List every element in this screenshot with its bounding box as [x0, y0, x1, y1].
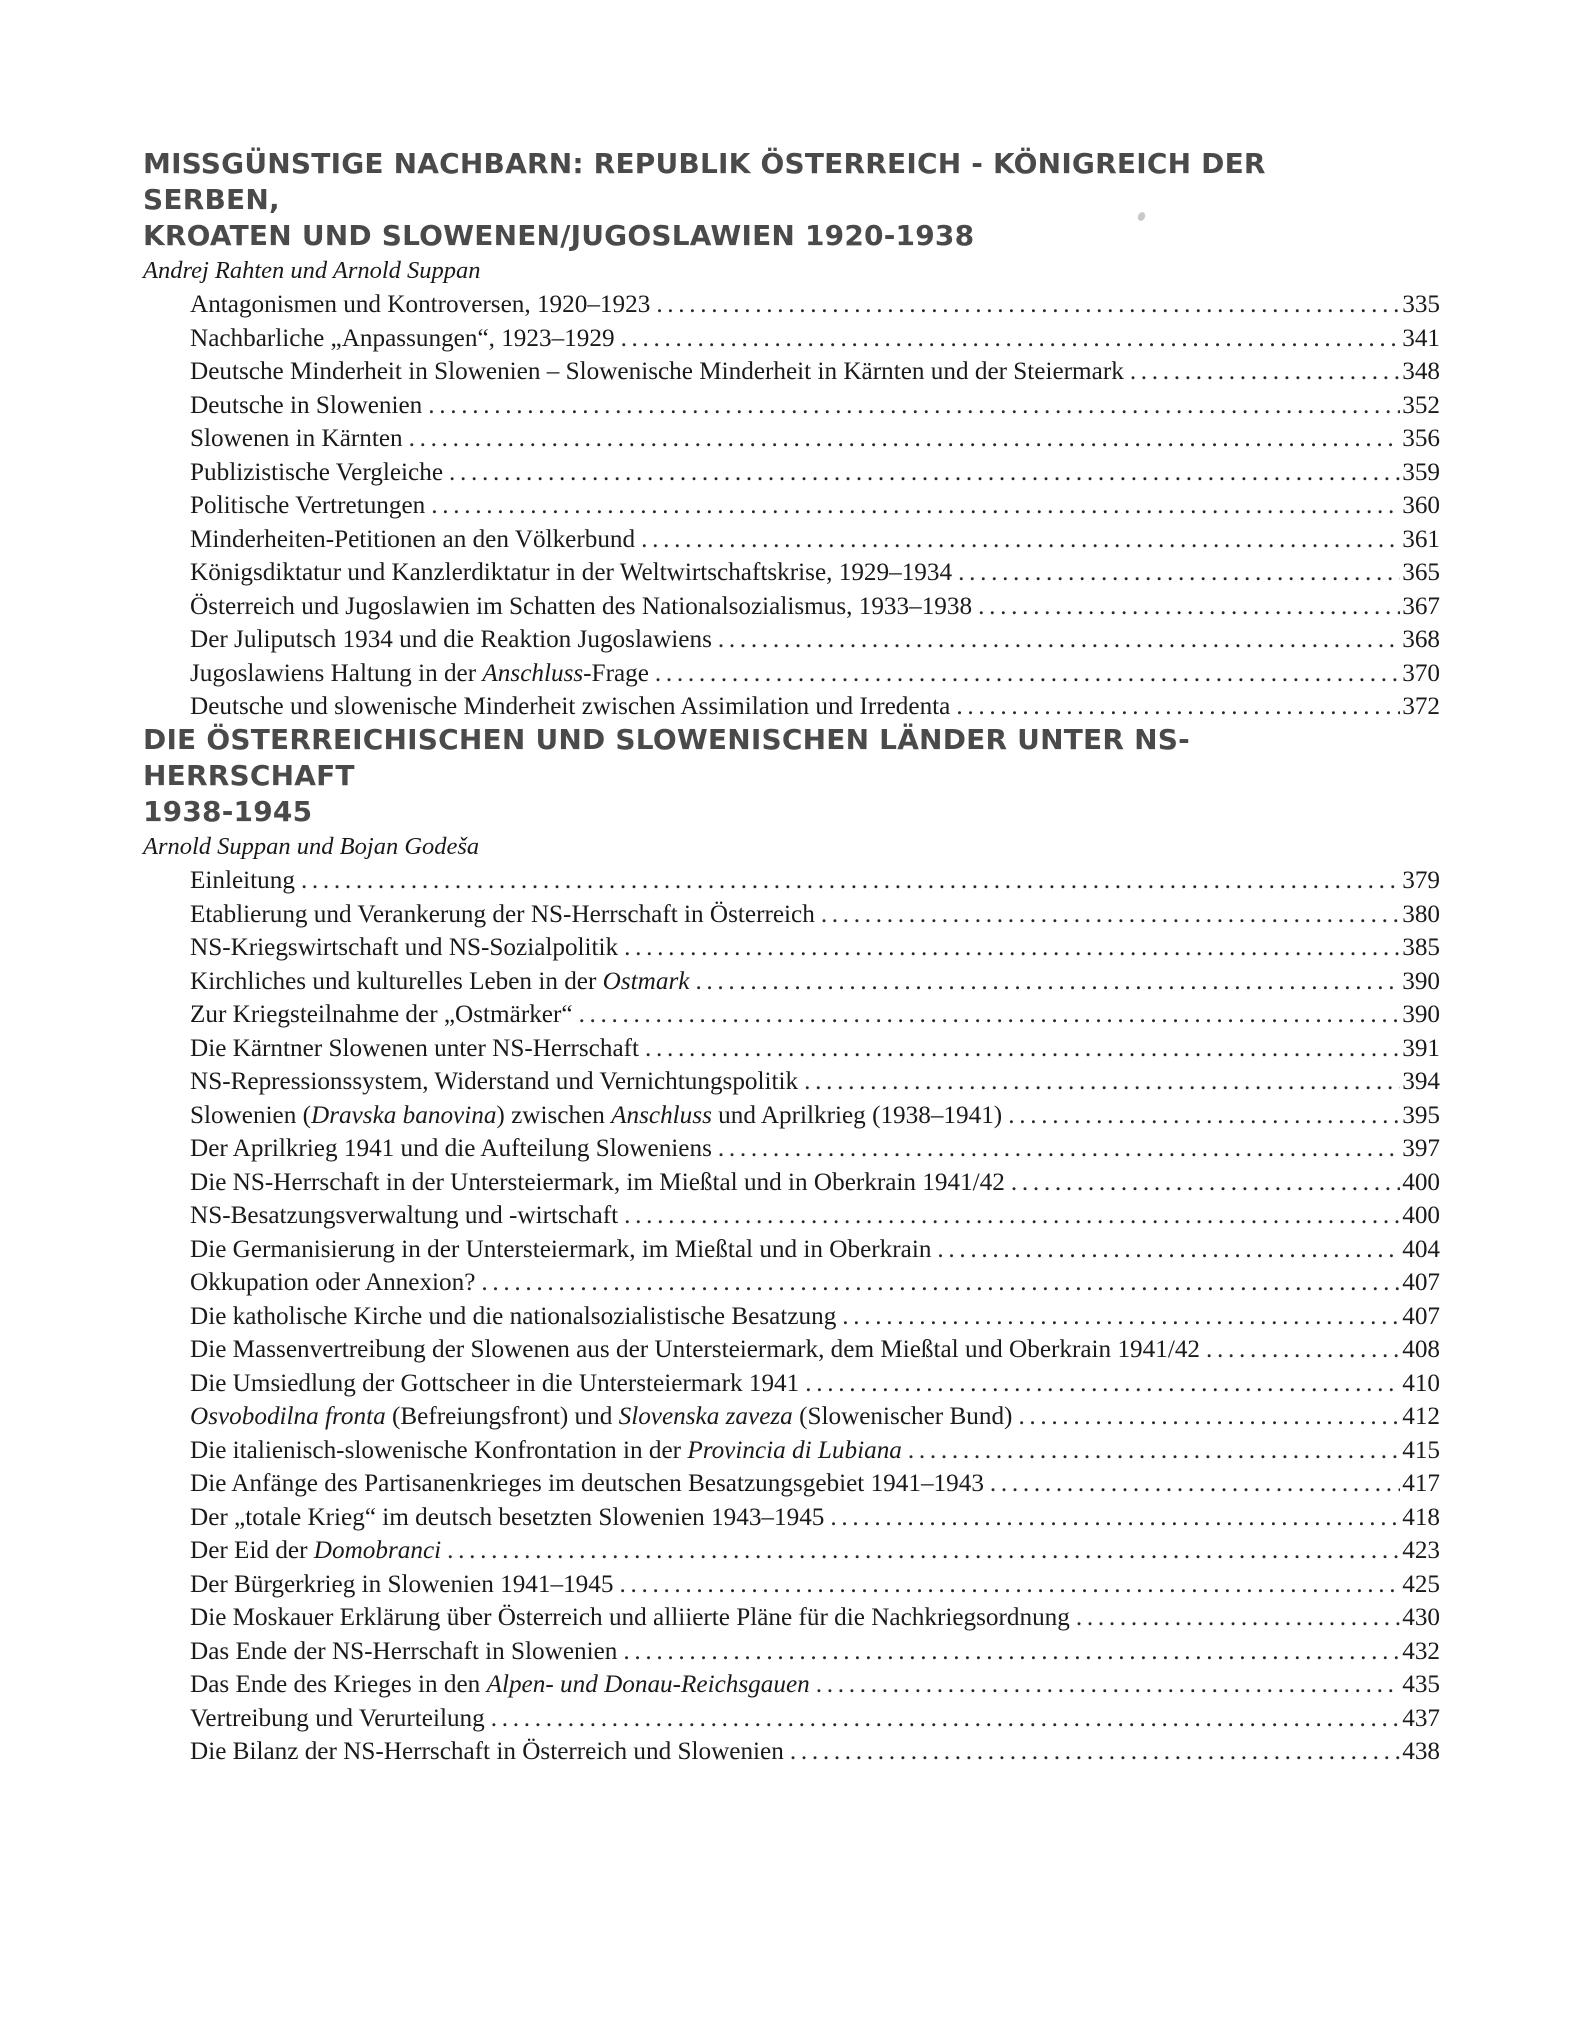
section-heading-line: 1938-1945	[143, 795, 313, 828]
toc-entry	[190, 389, 1440, 423]
toc-entry-page-number: 435	[1402, 1671, 1440, 1698]
toc-entry-title-part: Jugoslawiens Haltung in der	[190, 659, 483, 687]
dot-leader	[1008, 1099, 1400, 1133]
dot-leader	[718, 1132, 1400, 1166]
dot-leader	[1206, 1333, 1400, 1367]
toc-entry-title: Okkupation oder Annexion?	[190, 1269, 476, 1296]
dot-leader	[431, 489, 1400, 523]
dot-leader	[804, 1065, 1400, 1099]
toc-entry-title: Zur Kriegsteilnahme der „Ostmärker“	[190, 1001, 573, 1028]
section-authors: Andrej Rahten und Arnold Suppan	[143, 257, 481, 284]
toc-entry-title-part: (Befreiungsfront) und	[385, 1403, 619, 1430]
toc-entry-title: Die Anfänge des Partisanenkrieges im deutschen Besatzungsgebiet 1941–1943	[190, 1470, 984, 1497]
toc-entry-title-part: Slowenien (	[190, 1101, 312, 1129]
toc-entry	[190, 965, 1440, 999]
toc-entry	[190, 1601, 1440, 1635]
dot-leader	[491, 1702, 1400, 1736]
section-authors: Arnold Suppan und Bojan Godeša	[143, 833, 480, 860]
toc-entry	[190, 898, 1440, 932]
toc-entry	[190, 1266, 1440, 1300]
toc-entry-page-number: 391	[1402, 1034, 1440, 1062]
toc-entry-title: Publizistische Vergleiche	[190, 458, 443, 486]
toc-entry-title-part: Kirchliches und kulturelles Leben in der	[190, 967, 603, 995]
dot-leader	[958, 556, 1400, 590]
dot-leader	[956, 690, 1400, 724]
toc-entry	[190, 1367, 1440, 1401]
toc-entry-page-number: 368	[1402, 626, 1440, 653]
dot-leader	[447, 1534, 1400, 1568]
toc-entry-title-part: und Aprilkrieg (1938–1941)	[711, 1101, 1003, 1129]
toc-entry	[190, 1568, 1440, 1602]
dot-leader	[937, 1233, 1400, 1267]
dot-leader	[816, 1668, 1400, 1702]
dot-leader	[1130, 355, 1400, 389]
toc-entry-title: Einleitung	[190, 867, 295, 894]
toc-entry-title-italic: Anschluss	[482, 659, 584, 687]
toc-entry-title: Das Ende der NS-Herrschaft in Slowenien	[190, 1637, 618, 1665]
dot-leader	[718, 623, 1400, 657]
toc-entry-title: Der Juliputsch 1934 und die Reaktion Jugoslawiens	[190, 626, 712, 653]
toc-entry-title: Slowenen in Kärnten	[190, 425, 403, 452]
toc-entry-page-number: 370	[1402, 659, 1440, 687]
toc-entry-title	[190, 657, 655, 691]
toc-entry-title	[190, 1434, 908, 1468]
toc-entry	[190, 556, 1440, 590]
dot-leader	[428, 389, 1400, 423]
dot-leader	[624, 1199, 1400, 1233]
dot-leader	[978, 590, 1400, 624]
section-heading	[143, 722, 1383, 830]
toc-entry-title: Der Aprilkrieg 1941 und die Aufteilung Sloweniens	[190, 1135, 712, 1162]
toc-entry	[190, 1166, 1440, 1200]
toc-entry-page-number: 423	[1402, 1537, 1440, 1564]
toc-entry	[190, 1534, 1440, 1568]
toc-entry-title: Die katholische Kirche und die nationalsozialistische Besatzung	[190, 1302, 837, 1330]
dot-leader	[579, 998, 1401, 1032]
toc-entry-page-number: 437	[1402, 1704, 1440, 1732]
dot-leader	[656, 288, 1400, 322]
toc-entry-title: Nachbarliche „Anpassungen“, 1923–1929	[190, 324, 615, 352]
toc-entry	[190, 288, 1440, 322]
toc-entry-title: Die Massenvertreibung der Slowenen aus der Untersteiermark, dem Mießtal und Oberkrain 1941/42	[190, 1336, 1201, 1363]
toc-entry	[190, 623, 1440, 657]
toc-entry-page-number: 356	[1402, 425, 1440, 452]
dot-leader	[830, 1501, 1400, 1535]
toc-entry-title-italic: Slovenska zaveza	[618, 1403, 793, 1430]
toc-entry-title: Der Bürgerkrieg in Slowenien 1941–1945	[190, 1570, 614, 1598]
toc-entry	[190, 1434, 1440, 1468]
dot-leader	[301, 864, 1400, 898]
dot-leader	[619, 1568, 1400, 1602]
dot-leader	[481, 1266, 1400, 1300]
section-heading-line: MISSGÜNSTIGE NACHBARN: REPUBLIK ÖSTERREICH - KÖNIGREICH DER SERBEN,	[143, 147, 1266, 216]
toc-entry-page-number: 407	[1402, 1269, 1440, 1296]
toc-entry	[190, 456, 1440, 490]
dot-leader	[1018, 1400, 1400, 1434]
toc-entry-page-number: 438	[1402, 1738, 1440, 1765]
toc-entry	[190, 1735, 1440, 1769]
toc-entry	[190, 1300, 1440, 1334]
toc-entry	[190, 489, 1440, 523]
toc-entry	[190, 1333, 1440, 1367]
dot-leader	[821, 898, 1400, 932]
section-heading-line: DIE ÖSTERREICHISCHEN UND SLOWENISCHEN LÄNDER UNTER NS-HERRSCHAFT	[143, 723, 1190, 792]
toc-entry-title: Etablierung und Verankerung der NS-Herrschaft in Österreich	[190, 900, 815, 928]
dot-leader	[990, 1467, 1400, 1501]
toc-entry-title: NS-Besatzungsverwaltung und -wirtschaft	[190, 1202, 619, 1229]
toc-entry-title: Königsdiktatur und Kanzlerdiktatur in der Weltwirtschaftskrise, 1929–1934	[190, 559, 953, 586]
toc-entry-page-number: 395	[1402, 1101, 1440, 1129]
toc-entry-page-number: 361	[1402, 525, 1440, 553]
toc-entry	[190, 1032, 1440, 1066]
toc-entry-page-number: 360	[1402, 492, 1440, 519]
dot-leader	[641, 523, 1400, 557]
toc-entry-page-number: 352	[1402, 391, 1440, 419]
dot-leader	[645, 1032, 1400, 1066]
toc-entry-title: NS-Kriegswirtschaft und NS-Sozialpolitik	[190, 934, 619, 961]
toc-entry	[190, 1702, 1440, 1736]
toc-entry-title: Antagonismen und Kontroversen, 1920–1923	[190, 291, 651, 318]
toc-entry-title-part: (Slowenischer Bund)	[792, 1403, 1013, 1430]
toc-entry-title-part: Das Ende des Krieges in den	[190, 1671, 487, 1698]
toc-entry-page-number: 415	[1402, 1436, 1440, 1464]
dot-leader	[908, 1434, 1400, 1468]
toc-entry-title-italic: Dravska banovina	[311, 1101, 497, 1129]
toc-entry-page-number: 400	[1402, 1202, 1440, 1229]
toc-entry-page-number: 359	[1402, 458, 1440, 486]
dot-leader	[695, 965, 1400, 999]
toc-entry-page-number: 335	[1402, 291, 1440, 318]
toc-entry-page-number: 408	[1402, 1336, 1440, 1363]
toc-entry	[190, 1635, 1440, 1669]
toc-entry	[190, 1467, 1440, 1501]
toc-entry-title: Die Umsiedlung der Gottscheer in die Untersteiermark 1941	[190, 1369, 800, 1397]
toc-entry	[190, 998, 1440, 1032]
toc-entry-title: Der „totale Krieg“ im deutsch besetzten Slowenien 1943–1945	[190, 1503, 825, 1531]
toc-entry	[190, 1501, 1440, 1535]
dot-leader	[623, 1635, 1400, 1669]
toc-entry-title: Minderheiten-Petitionen an den Völkerbund	[190, 525, 636, 553]
dot-leader	[1011, 1166, 1400, 1200]
toc-entry-title-italic: Provincia di Lubiana	[687, 1436, 902, 1464]
toc-entry-page-number: 379	[1402, 867, 1440, 894]
toc-entry-title: Die Bilanz der NS-Herrschaft in Österreich und Slowenien	[190, 1738, 784, 1765]
toc-entry-page-number: 365	[1402, 559, 1440, 586]
toc-entry-page-number: 367	[1402, 592, 1440, 620]
toc-entry-page-number: 348	[1402, 358, 1440, 385]
toc-entry-title: Die Kärntner Slowenen unter NS-Herrschaft	[190, 1034, 640, 1062]
toc-entry-title: Vertreibung und Verurteilung	[190, 1704, 485, 1732]
toc-entry-title-part: Die italienisch-slowenische Konfrontation in der	[190, 1436, 688, 1464]
toc-entry-title: Politische Vertretungen	[190, 492, 426, 519]
toc-entry-title-italic: Anschluss	[611, 1101, 712, 1129]
toc-entry-title: Deutsche und slowenische Minderheit zwischen Assimilation und Irredenta	[190, 693, 951, 720]
toc-entry	[190, 690, 1440, 724]
toc-entry-page-number: 380	[1402, 900, 1440, 928]
dot-leader	[624, 931, 1400, 965]
toc-entry-page-number: 394	[1402, 1068, 1440, 1095]
toc-entry-title: Deutsche Minderheit in Slowenien – Slowenische Minderheit in Kärnten und der Steiermark	[190, 358, 1124, 385]
toc-entry-page-number: 417	[1402, 1470, 1440, 1497]
dot-leader	[621, 322, 1401, 356]
toc-entry-title: Österreich und Jugoslawien im Schatten des Nationalsozialismus, 1933–1938	[190, 592, 973, 620]
section-heading-line: KROATEN UND SLOWENEN/JUGOSLAWIEN 1920-1938	[143, 219, 975, 252]
toc-entry	[190, 322, 1440, 356]
toc-entry-title-part: ) zwischen	[496, 1101, 612, 1129]
toc-entry	[190, 355, 1440, 389]
toc-entry-title-italic: Osvobodilna fronta	[190, 1403, 386, 1430]
toc-entry-page-number: 372	[1402, 693, 1440, 720]
toc-entry-list	[143, 288, 1440, 724]
toc-entry-page-number: 397	[1402, 1135, 1440, 1162]
toc-entry-title-italic: Ostmark	[602, 967, 690, 995]
toc-section	[143, 722, 1443, 1769]
toc-entry-title-italic: Domobranci	[313, 1537, 442, 1564]
toc-entry	[190, 590, 1440, 624]
toc-entry-title: NS-Repressionssystem, Widerstand und Vernichtungspolitik	[190, 1068, 799, 1095]
toc-entry-title	[190, 965, 695, 999]
toc-entry-page-number: 390	[1402, 1001, 1440, 1028]
toc-entry-page-number: 430	[1402, 1604, 1440, 1631]
toc-entry-title: Die NS-Herrschaft in der Untersteiermark, im Mießtal und in Oberkrain 1941/42	[190, 1168, 1005, 1196]
toc-entry	[190, 657, 1440, 691]
toc-entry-page-number: 390	[1402, 967, 1440, 995]
toc-entry-page-number: 404	[1402, 1235, 1440, 1263]
toc-entry-page-number: 385	[1402, 934, 1440, 961]
toc-entry-page-number: 418	[1402, 1503, 1440, 1531]
toc-entry-title-italic: Alpen- und Donau-Reichsgauen	[486, 1671, 810, 1698]
toc-entry-title-part: Der Eid der	[190, 1537, 314, 1564]
dot-leader	[805, 1367, 1400, 1401]
dot-leader	[449, 456, 1400, 490]
toc-entry-page-number: 432	[1402, 1637, 1440, 1665]
toc-entry-title	[190, 1534, 447, 1568]
toc-entry-page-number: 407	[1402, 1302, 1440, 1330]
dot-leader	[655, 657, 1400, 691]
toc-entry	[190, 931, 1440, 965]
toc-entry-title-part: -Frage	[583, 659, 649, 687]
toc-entry-title	[190, 1099, 1008, 1133]
toc-entry-list	[143, 864, 1440, 1769]
toc-entry-title	[190, 1400, 1018, 1434]
section-heading	[143, 146, 1383, 254]
toc-entry-title: Deutsche in Slowenien	[190, 391, 423, 419]
toc-entry	[190, 1199, 1440, 1233]
toc-entry	[190, 1668, 1440, 1702]
toc-entry-title	[190, 1668, 816, 1702]
toc-entry-page-number: 412	[1402, 1403, 1440, 1430]
toc-entry	[190, 1233, 1440, 1267]
toc-entry	[190, 1065, 1440, 1099]
toc-entry	[190, 1099, 1440, 1133]
dot-leader	[1076, 1601, 1400, 1635]
dot-leader	[842, 1300, 1400, 1334]
dot-leader	[790, 1735, 1400, 1769]
toc-entry	[190, 422, 1440, 456]
toc-entry	[190, 1132, 1440, 1166]
toc-section	[143, 146, 1443, 724]
toc-entry	[190, 864, 1440, 898]
toc-entry	[190, 523, 1440, 557]
toc-entry	[190, 1400, 1440, 1434]
toc-entry-page-number: 425	[1402, 1570, 1440, 1598]
toc-entry-page-number: 341	[1402, 324, 1440, 352]
toc-entry-page-number: 400	[1402, 1168, 1440, 1196]
toc-entry-title: Die Germanisierung in der Untersteiermark, im Mießtal und in Oberkrain	[190, 1235, 932, 1263]
dot-leader	[409, 422, 1401, 456]
toc-entry-page-number: 410	[1402, 1369, 1440, 1397]
toc-entry-title: Die Moskauer Erklärung über Österreich und alliierte Pläne für die Nachkriegsordnung	[190, 1604, 1070, 1631]
